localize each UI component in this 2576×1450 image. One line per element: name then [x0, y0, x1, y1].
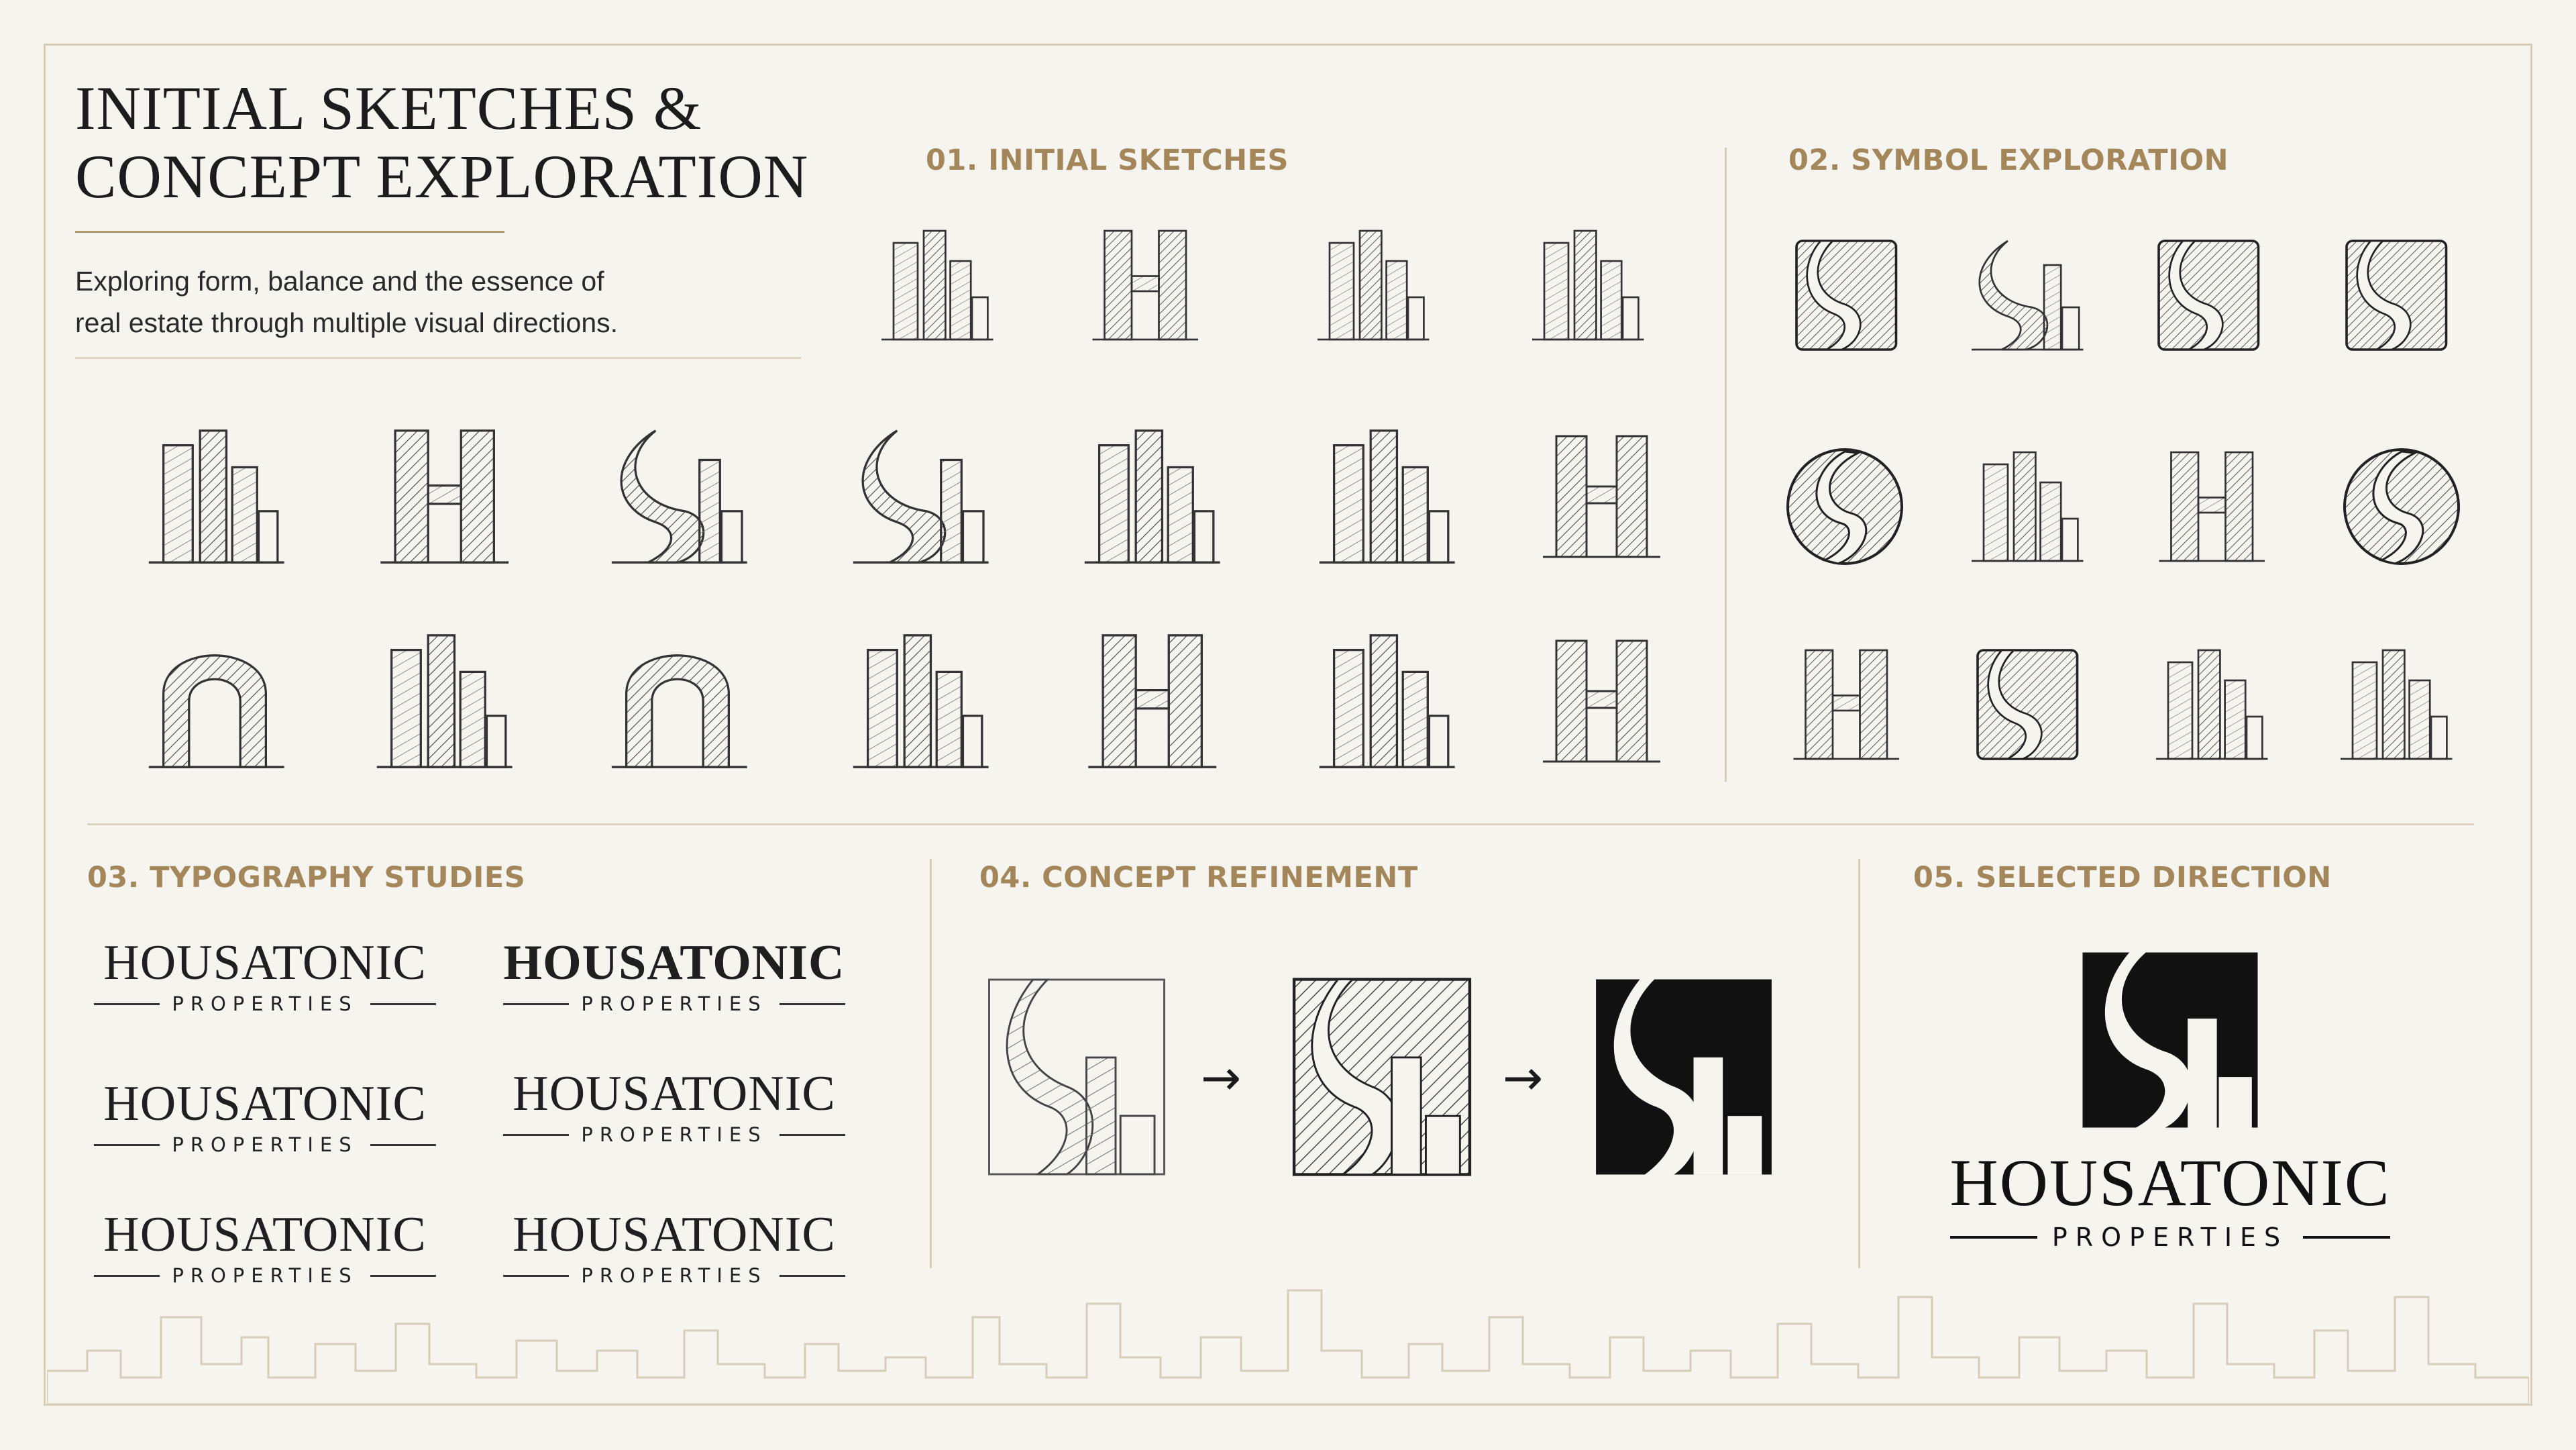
wordmark-name: HOUSATONIC: [103, 1076, 427, 1131]
symbol-8: [2334, 433, 2469, 580]
sketch-11: [1533, 416, 1667, 577]
title-line-2: CONCEPT EXPLORATION: [75, 142, 809, 211]
s-road-symbol-icon: [1778, 433, 1912, 580]
section-label-symbol-exploration: 02. SYMBOL EXPLORATION: [1788, 144, 2229, 177]
symbol-10: [1966, 631, 2086, 778]
selected-wordmark-name: HOUSATONIC: [1949, 1145, 2391, 1220]
building-sketch-icon: [134, 621, 295, 782]
s-road-symbol-icon: [1966, 631, 2086, 778]
wordmark-tagline: PROPERTIES: [172, 1264, 358, 1287]
wordmark-name: HOUSATONIC: [103, 935, 427, 990]
s-road-symbol-icon: [1281, 970, 1483, 1184]
refinement-sketch-1: [979, 970, 1174, 1184]
building-sketch-icon: [1533, 621, 1667, 782]
symbol-5: [1778, 433, 1912, 580]
sketch-7: [604, 416, 751, 577]
symbol-1: [1784, 221, 1905, 369]
title-divider: [75, 231, 504, 233]
building-sketch-icon: [2150, 631, 2271, 778]
refinement-sketch-2: [1281, 970, 1483, 1184]
divider-vertical-2: [930, 859, 932, 1268]
sketch-15: [845, 621, 993, 782]
section-label-typography-studies: 03. TYPOGRAPHY STUDIES: [87, 861, 526, 894]
s-road-symbol-icon: [1580, 970, 1788, 1184]
wordmark-tagline: PROPERTIES: [172, 992, 358, 1015]
building-sketch-icon: [875, 208, 996, 362]
sketch-16: [1077, 621, 1224, 782]
divider-vertical-1: [1725, 148, 1727, 782]
building-sketch-icon: [845, 621, 993, 782]
wordmark-study-1: [94, 936, 436, 1015]
wordmark-tagline: PROPERTIES: [581, 1264, 767, 1287]
wordmark-name: HOUSATONIC: [503, 935, 845, 990]
skyline-decoration: [47, 1277, 2529, 1404]
subtitle-line-1: Exploring form, balance and the essence of: [75, 266, 604, 297]
building-sketch-icon: [1083, 208, 1204, 362]
subtitle-divider: [75, 357, 801, 359]
page-subtitle: [75, 260, 813, 344]
symbol-3: [2147, 221, 2267, 369]
divider-vertical-3: [1858, 859, 1860, 1268]
wordmark-tagline: PROPERTIES: [581, 992, 767, 1015]
building-sketch-icon: [2334, 631, 2455, 778]
building-sketch-icon: [134, 416, 295, 577]
s-road-symbol-icon: [1966, 221, 2086, 369]
building-sketch-icon: [1077, 416, 1224, 577]
page-title: [75, 74, 808, 211]
sketch-3: [1311, 208, 1432, 362]
sketch-5: [134, 416, 295, 577]
sketch-4: [1526, 208, 1647, 362]
symbol-11: [2150, 631, 2271, 778]
building-sketch-icon: [1784, 631, 1905, 778]
building-sketch-icon: [2150, 433, 2271, 580]
title-line-1: INITIAL SKETCHES &: [75, 74, 702, 142]
wordmark-study-5: [94, 1208, 436, 1287]
building-sketch-icon: [604, 416, 751, 577]
right-arrow-icon: →: [1503, 1049, 1544, 1106]
s-road-symbol-icon: [1784, 221, 1905, 369]
building-sketch-icon: [369, 416, 517, 577]
symbol-12: [2334, 631, 2455, 778]
sketch-18: [1533, 621, 1667, 782]
building-sketch-icon: [1966, 433, 2086, 580]
s-road-symbol-icon: [979, 970, 1174, 1184]
wordmark-name: HOUSATONIC: [103, 1207, 427, 1262]
section-label-initial-sketches: 01. INITIAL SKETCHES: [926, 144, 1289, 177]
wordmark-name: HOUSATONIC: [513, 1066, 836, 1121]
wordmark-study-2: [503, 936, 845, 1015]
building-sketch-icon: [1077, 621, 1224, 782]
sketch-6: [369, 416, 517, 577]
wordmark-study-4: [503, 1067, 845, 1146]
symbol-7: [2150, 433, 2271, 580]
building-sketch-icon: [369, 621, 517, 782]
building-sketch-icon: [1311, 208, 1432, 362]
sketch-1: [875, 208, 996, 362]
building-sketch-icon: [1311, 416, 1459, 577]
sketch-13: [369, 621, 517, 782]
selected-wordmark: [1939, 1147, 2402, 1252]
symbol-6: [1966, 433, 2086, 580]
wordmark-tagline: PROPERTIES: [581, 1123, 767, 1146]
divider-horizontal: [87, 823, 2474, 825]
building-sketch-icon: [1311, 621, 1459, 782]
building-sketch-icon: [1533, 416, 1667, 577]
building-sketch-icon: [604, 621, 751, 782]
symbol-4: [2334, 221, 2455, 369]
building-sketch-icon: [845, 416, 993, 577]
s-road-symbol-icon: [2334, 433, 2469, 580]
s-road-symbol-icon: [2147, 221, 2267, 369]
sketch-12: [134, 621, 295, 782]
wordmark-study-6: [503, 1208, 845, 1287]
s-road-symbol-icon: [2334, 221, 2455, 369]
refinement-final: [1580, 970, 1788, 1184]
symbol-9: [1784, 631, 1905, 778]
sketch-2: [1083, 208, 1204, 362]
sketch-9: [1077, 416, 1224, 577]
sketch-8: [845, 416, 993, 577]
building-sketch-icon: [1526, 208, 1647, 362]
wordmark-tagline: PROPERTIES: [172, 1133, 358, 1156]
right-arrow-icon: →: [1201, 1049, 1242, 1106]
sketch-14: [604, 621, 751, 782]
sketch-10: [1311, 416, 1459, 577]
wordmark-name: HOUSATONIC: [513, 1207, 836, 1262]
housatonic-logo-mark: [2073, 943, 2267, 1137]
subtitle-line-2: real estate through multiple visual directions.: [75, 307, 619, 338]
section-label-selected-direction: 05. SELECTED DIRECTION: [1913, 861, 2332, 894]
section-label-concept-refinement: 04. CONCEPT REFINEMENT: [979, 861, 1418, 894]
symbol-2: [1966, 221, 2086, 369]
wordmark-study-3: [94, 1077, 436, 1156]
selected-wordmark-tagline: PROPERTIES: [2051, 1223, 2289, 1252]
sketch-17: [1311, 621, 1459, 782]
